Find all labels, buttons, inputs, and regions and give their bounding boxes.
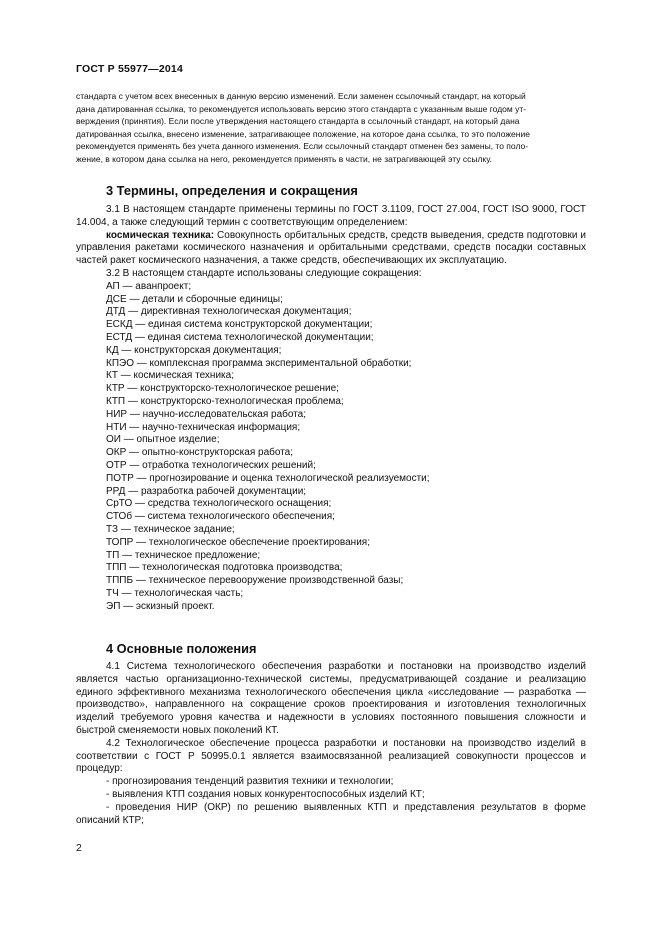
abbreviation-item: ТЧ — технологическая часть;: [106, 587, 244, 599]
abbreviation-item: КПЭО — комплексная программа экспериментальной обработки;: [106, 357, 412, 369]
abbreviation-item: ЭП — эскизный проект.: [106, 600, 215, 612]
abbreviation-item: КТ — космическая техника;: [106, 370, 234, 382]
clause-4-2: 4.2 Технологическое обеспечение процесса разработки и постановки на производство изделий в соответствии с ГОСТ Р 50995.0.1 является взаимосвязанной реализацией совокупности процессов и процедур:: [76, 737, 586, 775]
term-definition: [76, 230, 586, 268]
abbreviation-item: ТППБ — техническое перевооружение производственной базы;: [106, 575, 404, 587]
document-header: ГОСТ Р 55977—2014: [76, 63, 184, 75]
intro-line: стандарта с учетом всех внесенных в данную версию изменений. Если заменен ссылочный стандарт, на который: [76, 91, 526, 101]
list-item: - прогнозирования тенденций развития техники и технологии;: [106, 776, 394, 788]
section-4-heading: 4 Основные положения: [106, 641, 257, 656]
clause-3-1: 3.1 В настоящем стандарте применены термины по ГОСТ 3.1109, ГОСТ 27.004, ГОСТ ISO 9000, ГОСТ 14.004, а также следующий термин с соответствующим определением:: [76, 204, 586, 228]
abbreviation-item: ТЗ — техническое задание;: [106, 523, 235, 535]
intro-line: жение, в котором дана ссылка на него, рекомендуется применять в части, не затрагивающей эту ссылку.: [76, 153, 493, 164]
abbreviation-item: ОИ — опытное изделие;: [106, 434, 220, 446]
abbreviation-item: ДСЕ — детали и сборочные единицы;: [106, 293, 283, 305]
abbreviation-item: АП — аванпроект;: [106, 280, 192, 292]
intro-line: дана датированная ссылка, то рекомендуется использовать версию этого стандарта с указанным выше годом ут-: [76, 103, 527, 114]
abbreviation-item: НИР — научно-исследовательская работа;: [106, 408, 307, 420]
abbreviation-item: РРД — разработка рабочей документации;: [106, 485, 307, 497]
abbreviation-item: НТИ — научно-техническая информация;: [106, 421, 301, 433]
abbreviation-list: [76, 281, 586, 614]
abbreviation-item: ПОТР — прогнозирование и оценка технологической реализуемости;: [106, 472, 430, 484]
abbreviation-item: ДТД — директивная технологическая документация;: [106, 306, 352, 318]
abbreviation-item: ТПП — технологическая подготовка производства;: [106, 562, 343, 574]
abbreviation-item: КД — конструкторская документация;: [106, 344, 282, 356]
abbreviation-item: КТР — конструкторско-технологическое решение;: [106, 383, 339, 395]
list-item: - выявления КТП создания новых конкурентоспособных изделий КТ;: [106, 788, 425, 800]
abbreviation-item: ОТР — отработка технологических решений;: [106, 459, 316, 471]
intro-paragraph: [76, 90, 586, 166]
abbreviation-item: СТОб — система технологического обеспечения;: [106, 511, 335, 523]
abbreviation-item: ЕСКД — единая система конструкторской документации;: [106, 319, 373, 331]
page-number: 2: [76, 842, 82, 854]
abbreviation-item: КТП — конструкторско-технологическая проблема;: [106, 395, 344, 407]
abbreviation-item: СрТО — средства технологического оснащения;: [106, 498, 332, 510]
term-name: космическая техника:: [106, 229, 215, 241]
clause-4-1: 4.1 Система технологического обеспечения разработки и постановки на производство изделий является частью организационно-технической системы, предусматривающей создание и реализацию единого эффективного механизма технологического обеспечения цикла «исследование — разработка — производство», направленного на сокращение сроков проектирования и изготовления технологичных изделий требуемого уровня качества и надежности в условиях постоянного повышения сложности и быстрой сменяемости новых поколений КТ.: [76, 661, 586, 736]
section-3-heading: 3 Термины, определения и сокращения: [106, 183, 358, 198]
list-item: - проведения НИР (ОКР) по решению выявленных КТП и представления результатов в форме описаний КТР;: [76, 801, 586, 826]
abbreviation-item: ОКР — опытно-конструкторская работа;: [106, 447, 294, 459]
section-4-body: [76, 661, 586, 827]
abbreviation-item: ТП — техническое предложение;: [106, 549, 261, 561]
intro-line: верждения (принятия). Если после утверждения настоящего стандарта в ссылочный стандарт, на который дана: [76, 116, 520, 127]
abbreviation-item: ЕСТД — единая система технологической документации;: [106, 331, 374, 343]
section-3-body: [76, 204, 586, 614]
clause-3-2: 3.2 В настоящем стандарте использованы следующие сокращения:: [106, 267, 422, 279]
intro-line: рекомендуется применять без учета данного изменения. Если ссылочный стандарт отменен без замены, то поло-: [76, 141, 529, 152]
intro-line: датированная ссылка, внесено изменение, затрагивающее положение, на которое дана ссылка, то это положение: [76, 128, 530, 139]
term-text: Совокупность орбитальных средств, средств выведения, средств подготовки и управления ракетами космического назначения и орбитальными средствами, средств посадки составных частей ракет космического назначения, а также средств, обеспечивающих их эксплуатацию.: [76, 229, 586, 267]
abbreviation-item: ТОПР — технологическое обеспечение проектирования;: [106, 536, 370, 548]
